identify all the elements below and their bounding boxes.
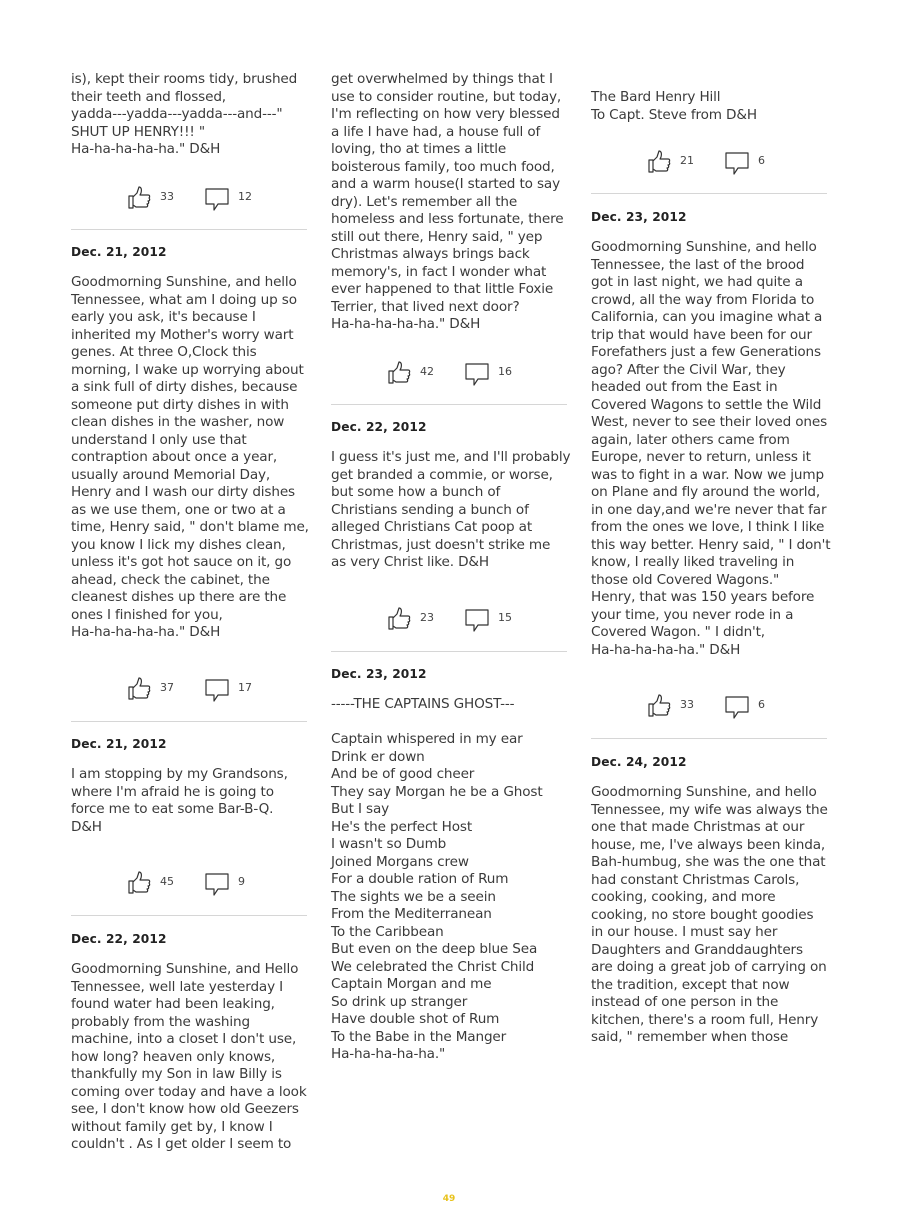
like-count: 37 [160,681,174,694]
comment-count: 16 [498,365,512,378]
divider [331,404,567,405]
divider [71,229,307,230]
comment-icon[interactable] [204,186,230,212]
entry-text: The Bard Henry Hill To Capt. Steve from D&H [591,89,757,123]
reaction-bar [71,675,311,705]
divider [71,721,307,722]
like-count: 21 [680,154,694,167]
comment-count: 9 [238,875,245,888]
comment-icon[interactable] [724,150,750,176]
comment-count: 17 [238,681,252,694]
comment-count: 6 [758,154,765,167]
like-count: 45 [160,875,174,888]
comment-icon[interactable] [464,361,490,387]
entry-text: Goodmorning Sunshine, and hello Tennessee, what am I doing up so early you ask, it's because I inherited my Mother's worry wart genes. At three O,Clock this morning, I wake up worrying about a sink full of dirty dishes, because someone put dirty dishes in with clean dishes in the washer, now understand I only use that contraption about once a year, usually around Memorial Day, Henry and I wash our dirty dishes as we use them, one or two at a time, Henry said, " don't blame me, you know I lick my dishes clean, unless it's got hot sauce on it, go ahead, check the cabinet, the cleanest dishes up there are the ones I finished for you, Ha-ha-ha-ha-ha." D&H [71,274,309,640]
entry-text: is), kept their rooms tidy, brushed their teeth and flossed, yadda---yadda---yadda---and---" SHUT UP HENRY!!! " Ha-ha-ha-ha-ha." D&H [71,71,298,157]
entry-text: Goodmorning Sunshine, and hello Tennessee, the last of the brood got in last night, we had quite a crowd, all the way from Florida to California, can you imagine what a trip that would have been for our Forefathers just a few Generations ago? After the Civil War, they headed out from the East in Covered Wagons to settle the Wild West, never to see their loved ones again, later others came from Europe, never to return, unless it was to fight in a war. Now we jump on Plane and fly around the world, in one day,and we're never that far from the ones we love, I think I like this way better. Henry said, " I don't know, I really liked traveling in those old Covered Wagons." Henry, that was 150 years before your time, you never rode in a Covered Wagon. " I didn't, Ha-ha-ha-ha-ha." D&H [591,239,831,658]
thumbs-up-icon[interactable] [646,148,672,174]
reaction-bar [331,359,571,389]
entry-date: Dec. 21, 2012 [71,245,167,259]
divider [591,738,827,739]
divider [331,651,567,652]
entry-date: Dec. 24, 2012 [591,755,687,769]
entry-text: Goodmorning Sunshine, and Hello Tennessee, well late yesterday I found water had been leaking, probably from the washing machine, into a closet I don't use, how long? heaven only knows, thankfully my Son in law Billy is coming over today and have a look see, I don't know how old Geezers without family get by, I know I couldn't . As I get older I seem to [71,961,307,1152]
like-count: 33 [160,190,174,203]
comment-icon[interactable] [204,871,230,897]
like-count: 42 [420,365,434,378]
reaction-bar [591,148,831,178]
reaction-bar [71,184,311,214]
thumbs-up-icon[interactable] [126,869,152,895]
entry-date: Dec. 23, 2012 [331,667,427,681]
reaction-bar [591,692,831,722]
thumbs-up-icon[interactable] [126,675,152,701]
thumbs-up-icon[interactable] [386,605,412,631]
entry-date: Dec. 23, 2012 [591,210,687,224]
like-count: 33 [680,698,694,711]
reaction-bar [331,605,571,635]
comment-icon[interactable] [724,694,750,720]
entry-date: Dec. 22, 2012 [71,932,167,946]
reaction-bar [71,869,311,899]
thumbs-up-icon[interactable] [646,692,672,718]
page-number: 49 [442,1194,456,1204]
divider [71,915,307,916]
entry-date: Dec. 22, 2012 [331,420,427,434]
comment-icon[interactable] [204,677,230,703]
entry-text: get overwhelmed by things that I use to consider routine, but today, I'm reflecting on how very blessed a life I have had, a house full of loving, tho at times a little boisterous family, too much food, and a warm house(I started to say dry). Let's remember all the homeless and less fortunate, there still out there, Henry said, " yep Christmas always brings back memory's, in fact I wonder what ever happened to that little Foxie Terrier, that lived next door? Ha-ha-ha-ha-ha." D&H [331,71,564,332]
comment-count: 6 [758,698,765,711]
entry-text: -----THE CAPTAINS GHOST--- Captain whispered in my ear Drink er down And be of good cheer They say Morgan he be a Ghost But I say He's the perfect Host I wasn't so Dumb Joined Morgans crew For a double ration of Rum The sights we be a seein From the Mediterranean To the Caribbean But even on the deep blue Sea We celebrated the Christ Child Captain Morgan and me So drink up stranger Have double shot of Rum To the Babe in the Manger Ha-ha-ha-ha-ha." [331,696,543,1062]
entry-text: I guess it's just me, and I'll probably get branded a commie, or worse, but some how a bunch of Christians sending a bunch of alleged Christians Cat poop at Christmas, just doesn't strike me as very Christ like. D&H [331,449,571,570]
divider [591,193,827,194]
entry-date: Dec. 21, 2012 [71,737,167,751]
like-count: 23 [420,611,434,624]
thumbs-up-icon[interactable] [126,184,152,210]
comment-icon[interactable] [464,607,490,633]
comment-count: 12 [238,190,252,203]
comment-count: 15 [498,611,512,624]
entry-text: I am stopping by my Grandsons, where I'm afraid he is going to force me to eat some Bar-B-Q. D&H [71,766,288,835]
entry-text: Goodmorning Sunshine, and hello Tennessee, my wife was always the one that made Christmas at our house, me, I've always been kinda, Bah-humbug, she was the one that had constant Christmas Carols, cooking, cooking, and more cooking, no store bought goodies in our house. I must say her Daughters and Granddaughters are doing a great job of carrying on the tradition, except that now instead of one person in the kitchen, there's a room full, Henry said, " remember when those [591,784,828,1045]
thumbs-up-icon[interactable] [386,359,412,385]
